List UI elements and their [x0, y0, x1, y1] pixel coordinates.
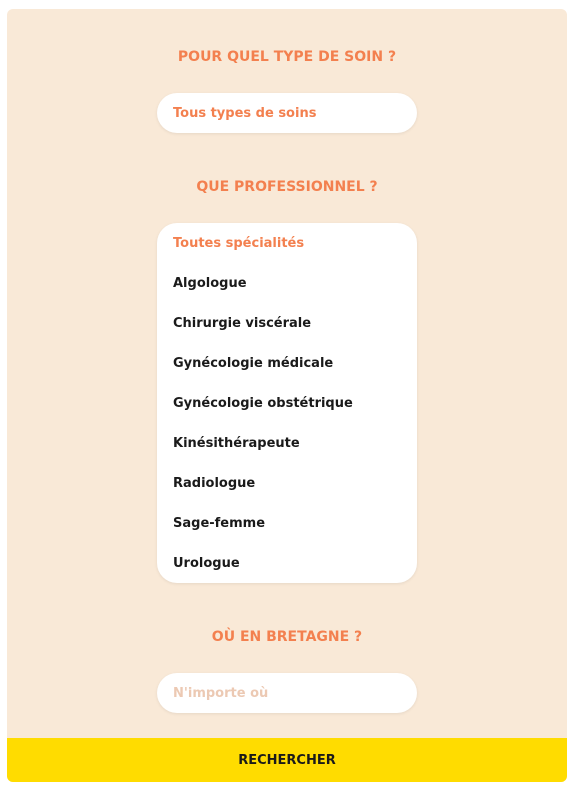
professional-option-urologue[interactable]: Urologue [173, 555, 240, 571]
professional-option-all[interactable]: Toutes spécialités [173, 235, 305, 251]
professional-option-gynecologie-medicale[interactable]: Gynécologie médicale [173, 355, 334, 371]
professional-option-chirurgie-viscerale[interactable]: Chirurgie viscérale [173, 315, 312, 331]
professional-option-sage-femme[interactable]: Sage-femme [173, 515, 266, 531]
search-form-panel [7, 9, 567, 782]
search-button[interactable]: RECHERCHER [7, 738, 567, 782]
professional-option-radiologue[interactable]: Radiologue [173, 475, 256, 491]
location-title: OÙ EN BRETAGNE ? [211, 629, 363, 645]
care-type-select[interactable] [157, 93, 417, 133]
care-type-title: POUR QUEL TYPE DE SOIN ? [177, 49, 397, 65]
care-type-value: Tous types de soins [173, 105, 317, 121]
location-input[interactable] [157, 673, 417, 713]
location-placeholder: N'importe où [173, 685, 269, 701]
professional-option-gynecologie-obstetrique[interactable]: Gynécologie obstétrique [173, 395, 353, 411]
professional-option-algologue[interactable]: Algologue [173, 275, 247, 291]
professional-option-kinesitherapeute[interactable]: Kinésithérapeute [173, 435, 300, 451]
professional-list [157, 223, 417, 583]
professional-title: QUE PROFESSIONNEL ? [196, 179, 378, 195]
